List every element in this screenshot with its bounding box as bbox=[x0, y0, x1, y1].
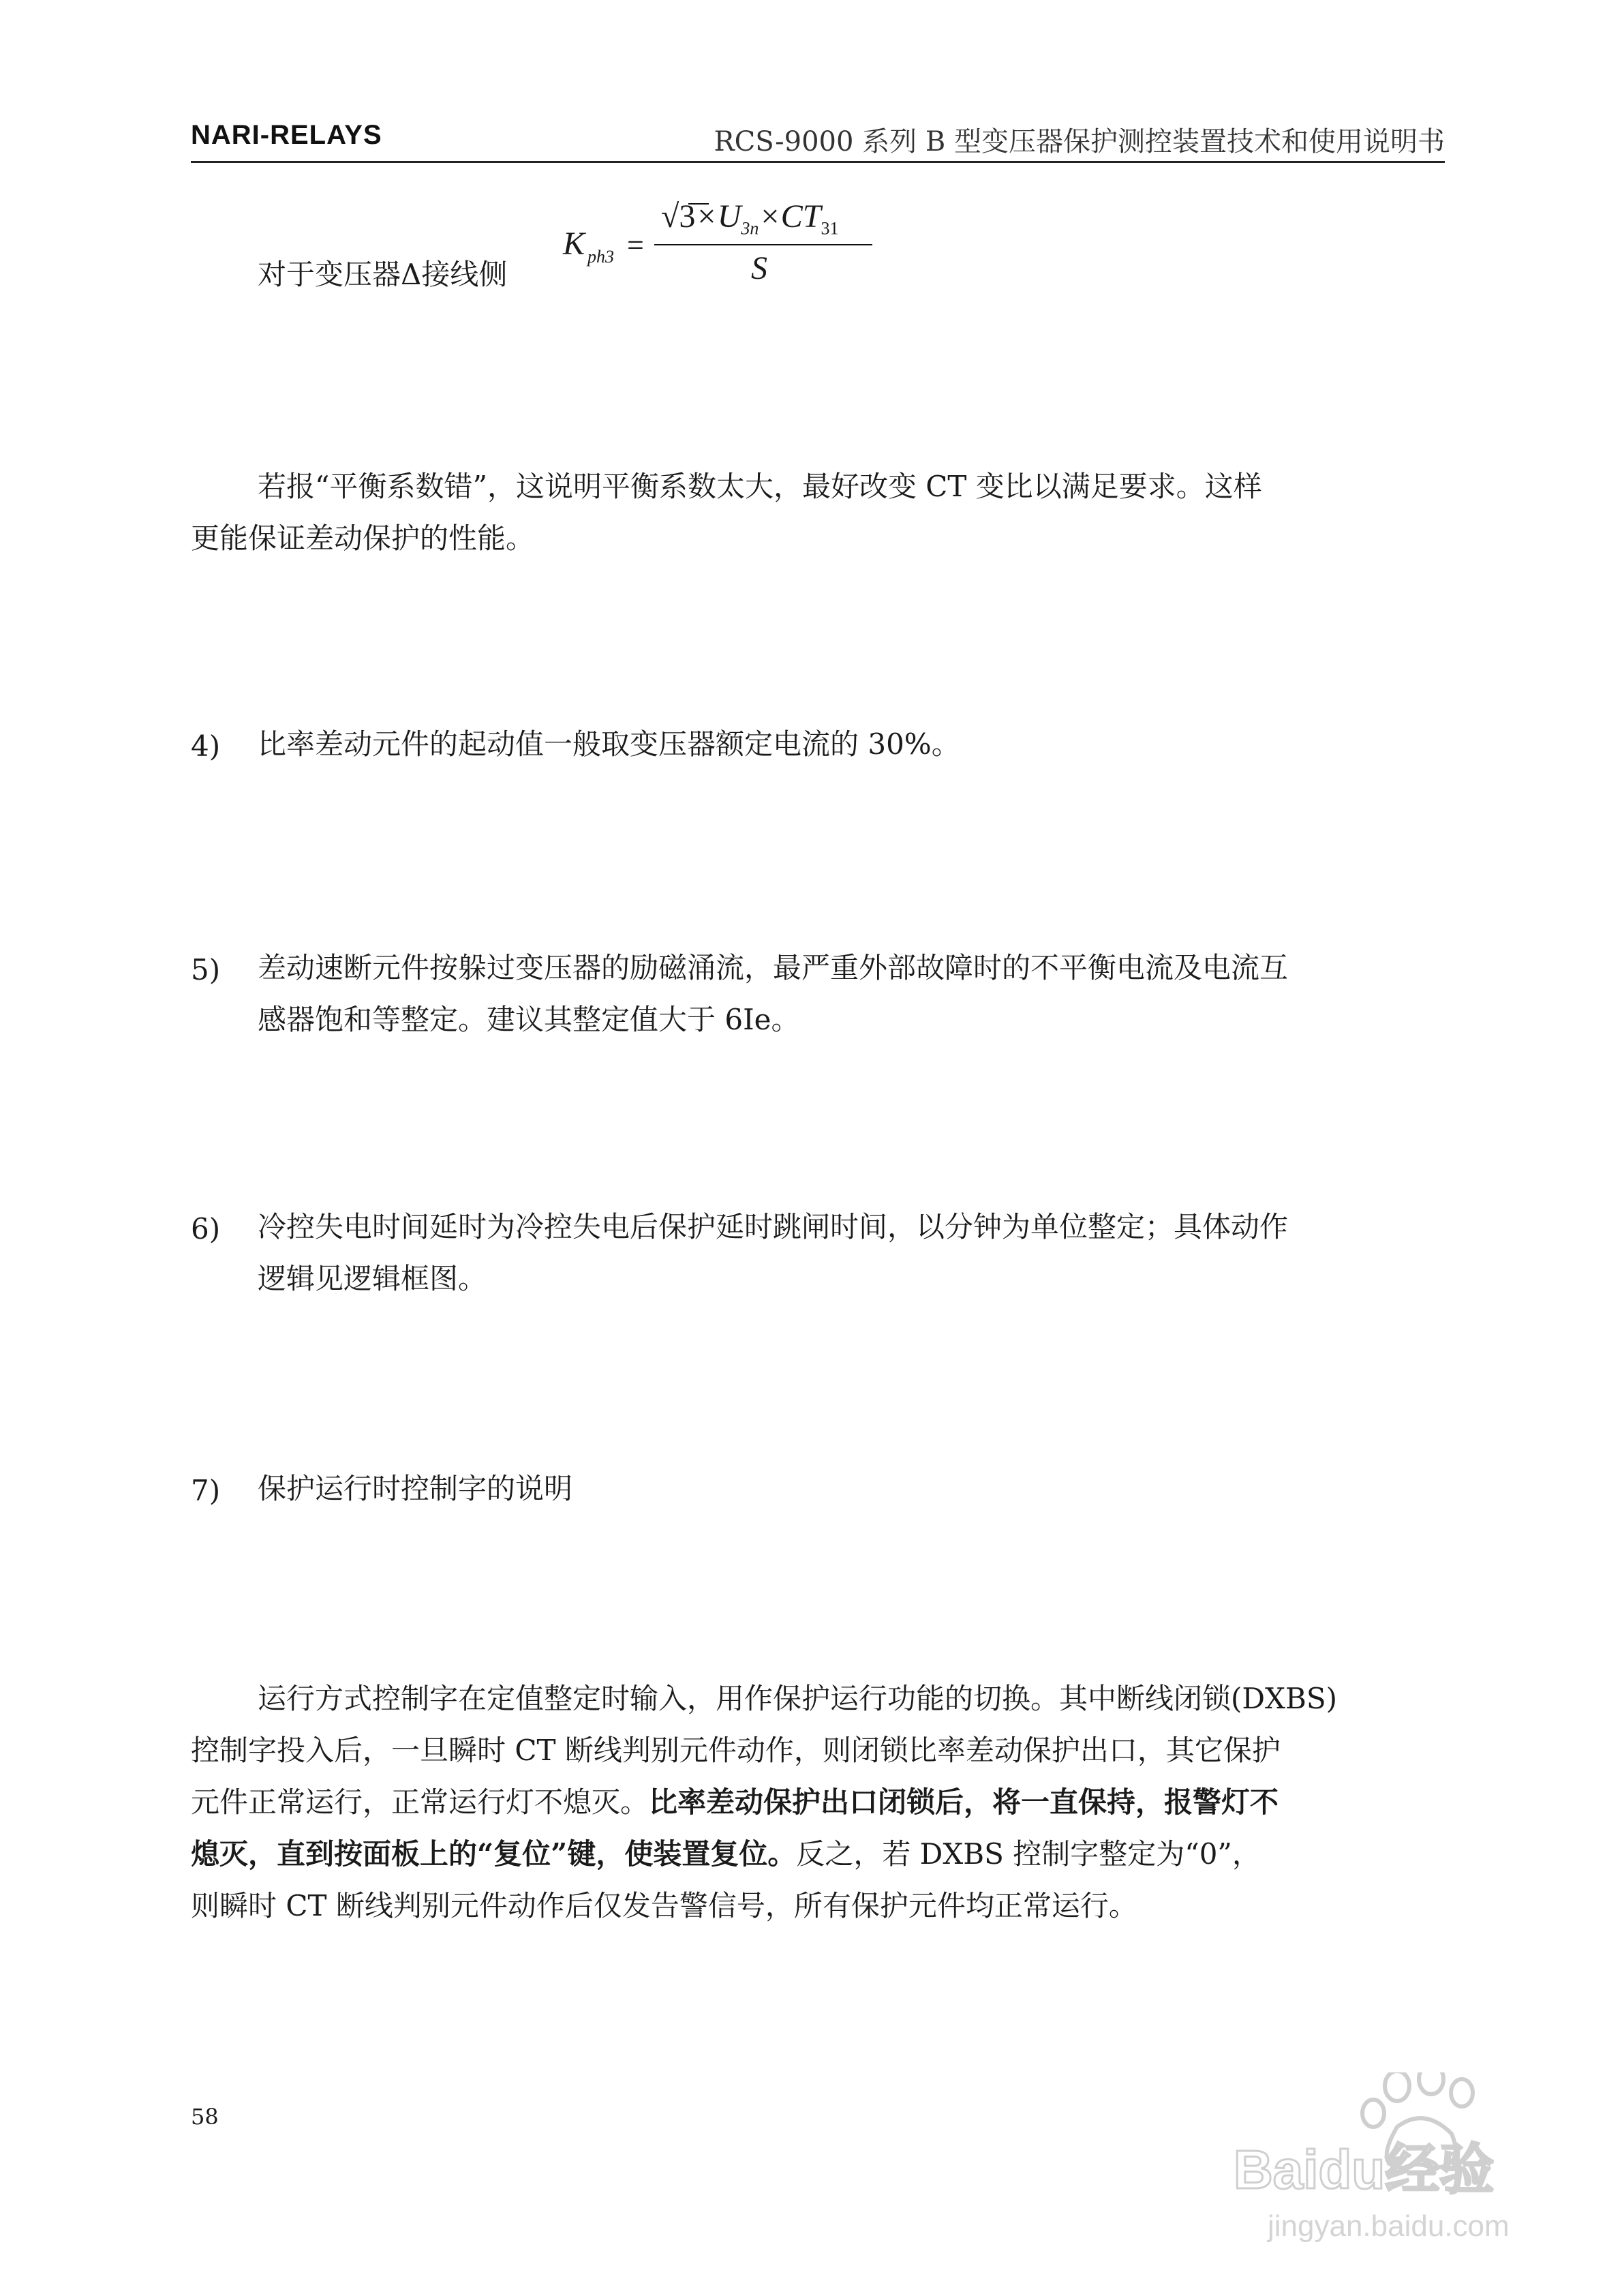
header-rule bbox=[191, 161, 1445, 163]
formula-equals: = bbox=[627, 228, 644, 262]
formula-k: K bbox=[563, 226, 585, 262]
balance-paragraph-line1: 若报“平衡系数错”，这说明平衡系数太大，最好改变 CT 变比以满足要求。这样 bbox=[258, 470, 1262, 503]
item-6-line1: 冷控失电时间延时为冷控失电后保护延时跳闸时间，以分钟为单位整定；具体动作 bbox=[258, 1210, 1289, 1243]
formula-denominator: S bbox=[751, 250, 767, 286]
formula-k-subscript: ph3 bbox=[587, 247, 614, 267]
final-paragraph-line1: 运行方式控制字在定值整定时输入，用作保护运行功能的切换。其中断线闭锁(DXBS) bbox=[258, 1682, 1337, 1715]
item-5-line1: 差动速断元件按躲过变压器的励磁涌流，最严重外部故障时的不平衡电流及电流互 bbox=[258, 951, 1289, 984]
formula-fraction-bar bbox=[654, 244, 872, 245]
baidu-watermark bbox=[1227, 2072, 1581, 2250]
item-5-line2: 感器饱和等整定。建议其整定值大于 6Ie。 bbox=[258, 1003, 800, 1036]
item-number-6: 6) bbox=[191, 1212, 221, 1245]
formula-label: 对于变压器Δ接线侧 bbox=[258, 258, 508, 291]
item-number-4: 4) bbox=[191, 729, 221, 763]
formula-numerator: $√3\times U_{3n}\times CT_{31}$ bbox=[661, 198, 839, 239]
page-number: 58 bbox=[191, 2104, 219, 2130]
bold-note-part2: 熄灭，直到按面板上的“复位”键，使装置复位。 bbox=[191, 1837, 797, 1871]
balance-paragraph-line2: 更能保证差动保护的性能。 bbox=[191, 522, 535, 555]
item-7-line1: 保护运行时控制字的说明 bbox=[258, 1472, 573, 1505]
bold-note-part1: 比率差动保护出口闭锁后，将一直保持，报警灯不 bbox=[649, 1785, 1279, 1819]
item-number-7: 7) bbox=[191, 1474, 221, 1507]
baidu-paw-icon bbox=[1227, 2072, 1581, 2250]
final-paragraph-line5: 则瞬时 CT 断线判别元件动作后仅发告警信号，所有保护元件均正常运行。 bbox=[191, 1889, 1137, 1922]
item-4-line1: 比率差动元件的起动值一般取变压器额定电流的 30%。 bbox=[258, 727, 960, 761]
final-paragraph-line2: 控制字投入后，一旦瞬时 CT 断线判别元件动作，则闭锁比率差动保护出口，其它保护 bbox=[191, 1734, 1281, 1767]
svg-text:Baidu经验: Baidu经验 bbox=[1234, 2139, 1495, 2200]
header-brand: NARI-RELAYS bbox=[191, 120, 382, 150]
item-number-5: 5) bbox=[191, 953, 221, 986]
item-6-line2: 逻辑见逻辑框图。 bbox=[258, 1262, 487, 1295]
final-paragraph-line4: 熄灭，直到按面板上的“复位”键，使装置复位。反之，若 DXBS 控制字整定为“0”， bbox=[191, 1837, 1261, 1871]
formula-sqrt-bar bbox=[688, 203, 709, 205]
header-title: RCS-9000 系列 B 型变压器保护测控装置技术和使用说明书 bbox=[714, 126, 1445, 157]
svg-text:jingyan.baidu.com: jingyan.baidu.com bbox=[1268, 2209, 1510, 2243]
final-paragraph-line3: 元件正常运行，正常运行灯不熄灭。比率差动保护出口闭锁后，将一直保持，报警灯不 bbox=[191, 1785, 1279, 1819]
